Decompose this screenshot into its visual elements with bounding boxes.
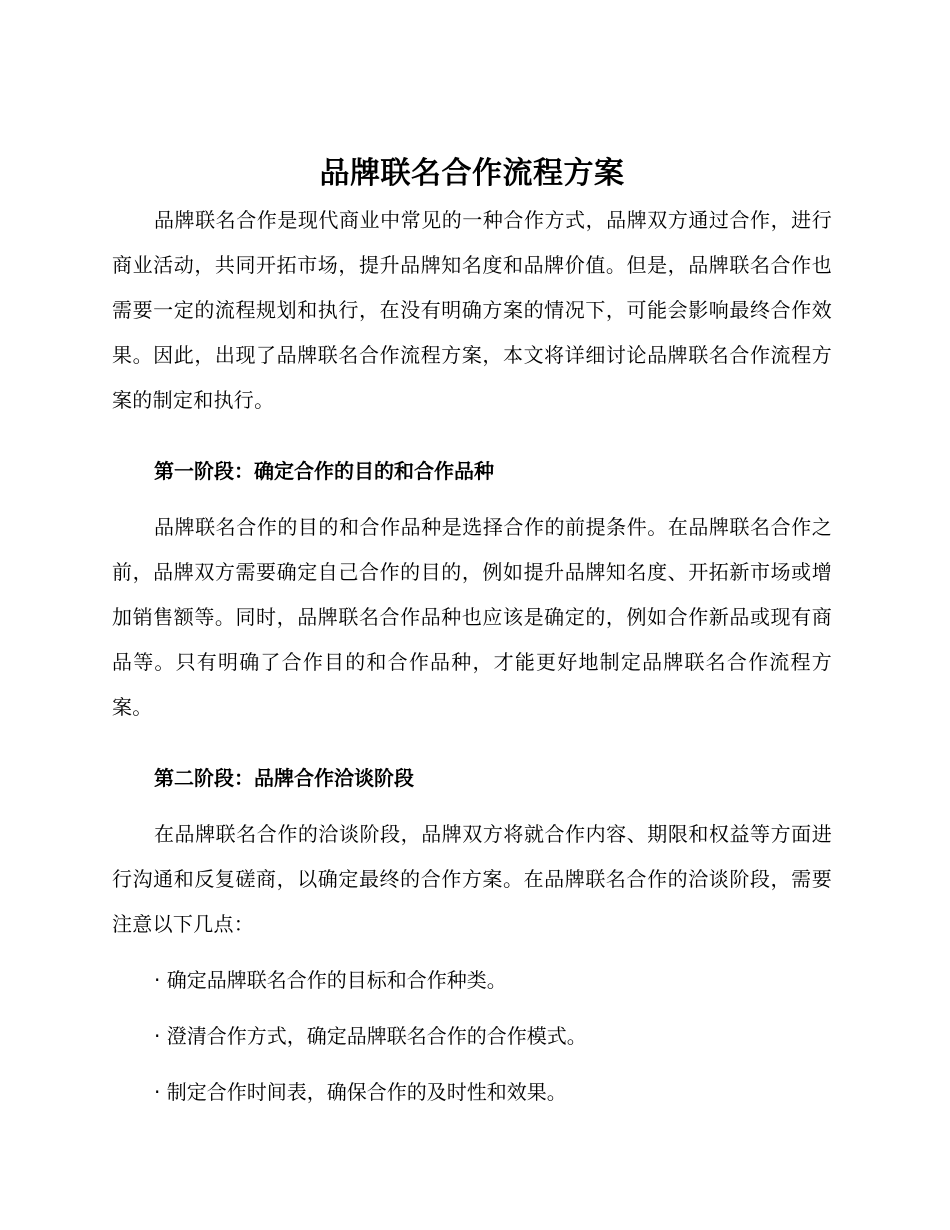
bullet-item-2: · 澄清合作方式，确定品牌联名合作的合作模式。 bbox=[154, 1024, 587, 1048]
section-1-heading: 第一阶段：确定合作的目的和合作品种 bbox=[154, 459, 494, 483]
document-title: 品牌联名合作流程方案 bbox=[319, 156, 625, 191]
bullet-item-1: · 确定品牌联名合作的目标和合作种类。 bbox=[154, 968, 507, 992]
section-2-heading: 第二阶段：品牌合作洽谈阶段 bbox=[154, 766, 414, 790]
section-2-paragraph: 在品牌联名合作的洽谈阶段，品牌双方将就合作内容、期限和权益等方面进行沟通和反复磋商，以确定最终的合作方案。在品牌联名合作的洽谈阶段，需要注意以下几点： bbox=[112, 822, 832, 936]
section-1-paragraph: 品牌联名合作的目的和合作品种是选择合作的前提条件。在品牌联名合作之前，品牌双方需要确定自己合作的目的，例如提升品牌知名度、开拓新市场或增加销售额等。同时，品牌联名合作品种也应该是确定的，例如合作新品或现有商品等。只有明确了合作目的和合作品种，才能更好地制定品牌联名合作流程方案。 bbox=[112, 515, 832, 719]
intro-paragraph: 品牌联名合作是现代商业中常见的一种合作方式，品牌双方通过合作，进行商业活动，共同开拓市场，提升品牌知名度和品牌价值。但是，品牌联名合作也需要一定的流程规划和执行，在没有明确方案的情况下，可能会影响最终合作效果。因此，出现了品牌联名合作流程方案，本文将详细讨论品牌联名合作流程方案的制定和执行。 bbox=[112, 208, 832, 412]
bullet-item-3: · 制定合作时间表，确保合作的及时性和效果。 bbox=[154, 1080, 567, 1104]
document-page bbox=[112, 150, 832, 1115]
